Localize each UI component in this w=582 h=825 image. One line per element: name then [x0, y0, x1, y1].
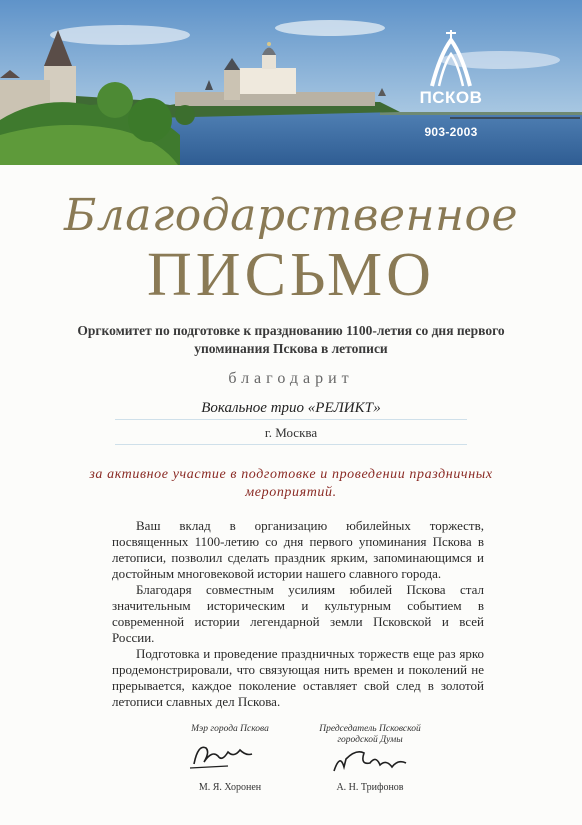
- logo-years: 903-2003: [424, 125, 478, 139]
- recipient-city: г. Москва: [115, 425, 467, 445]
- right-signatory-title: Председатель Псковской городской Думы: [319, 724, 421, 745]
- logo-wordmark: ПСКОВ: [419, 88, 483, 107]
- left-handwritten-signature: [188, 738, 258, 774]
- right-signatory-name: А. Н. Трифонов: [336, 782, 404, 793]
- body-paragraph-2: Благодаря совместным усилиям юбилей Пскова стал значительным историческим и культурным событием в современной истории легендарной земли Псковской и всей России.: [112, 582, 484, 645]
- left-signatory-name: М. Я. Хоронен: [198, 782, 262, 793]
- header-banner-photo: [0, 0, 582, 165]
- body-paragraph-3: Подготовка и проведение праздничных торжеств еще раз ярко продемонстрировали, что связующая нить времен и поколений не прерывается, каждое поколение оставляет свой след в золотой летописи славных дел Пскова.: [112, 646, 484, 709]
- right-handwritten-signature: [330, 745, 410, 781]
- left-signatory-title: Мэр города Пскова: [191, 724, 269, 734]
- recipient-name: Вокальное трио «РЕЛИКТ»: [115, 400, 467, 420]
- reason-text: за активное участие в подготовке и проведении праздничных мероприятий.: [89, 467, 493, 500]
- title-main-line: ПИСЬМО: [147, 241, 435, 309]
- title-script-line: Благодарственное: [63, 190, 519, 241]
- organization-text: Оргкомитет по подготовке к празднованию 1100-летия со дня первого упоминания Пскова в летописи: [77, 323, 505, 356]
- thanks-word: благодарит: [228, 370, 354, 387]
- body-paragraph-1: Ваш вклад в организацию юбилейных торжеств, посвященных 1100-летию со дня первого упоминания Пскова в летописи, позволил сделать праздник ярким, запоминающимся и достойным многовековой истории нашего славного города.: [112, 518, 484, 581]
- letter-body: [112, 518, 484, 710]
